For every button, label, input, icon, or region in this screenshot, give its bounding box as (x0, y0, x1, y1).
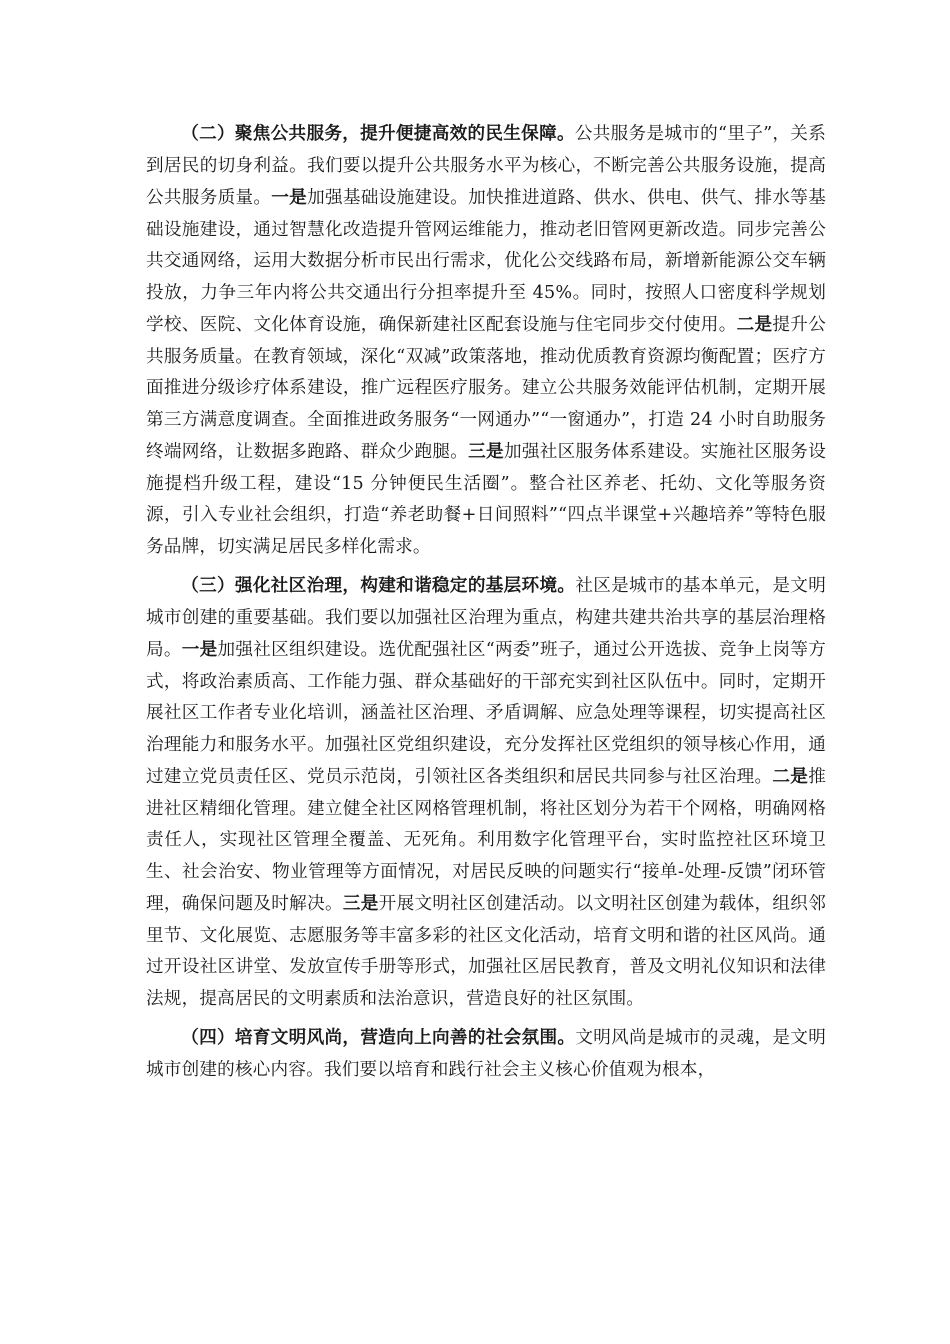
text-run: 社区是城市的基本单元，是文明城市创建的重要基础。我们要以加强社区治理为重点，构建共建共治共享的基层治理格局。 (146, 576, 826, 660)
point-marker: 一是 (181, 639, 218, 660)
section-heading: （二）聚焦公共服务，提升便捷高效的民生保障。 (181, 123, 575, 144)
text-run: 加强社区服务体系建设。实施社区服务设施提档升级工程，建设“15 分钟便民生活圈”。整合社区养老、托幼、文化等服务资源，引入专业社会组织，打造“养老助餐+日间照料”“四点半课堂+兴趣培养”等特色服务品牌，切实满足居民多样化需求。 (146, 442, 826, 557)
point-marker: 三是 (342, 893, 379, 914)
text-run: 文明风尚是城市的灵魂，是文明城市创建的核心内容。我们要以培育和践行社会主义核心价值观为根本， (146, 1028, 826, 1080)
text-run: 推进社区精细化管理。建立健全社区网格管理机制，将社区划分为若干个网格，明确网格责任人，实现社区管理全覆盖、无死角。利用数字化管理平台，实时监控社区环境卫生、社会治安、物业管理等方面情况，对居民反映的问题实行“接单-处理-反馈”闭环管理，确保问题及时解决。 (146, 767, 826, 914)
text-run: 公共服务是城市的“里子”，关系到居民的切身利益。我们要以提升公共服务水平为核心，不断完善公共服务设施，提高公共服务质量。 (146, 124, 826, 208)
text-run: 加强基础设施建设。加快推进道路、供水、供电、供气、排水等基础设施建设，通过智慧化改造提升管网运维能力，推动老旧管网更新改造。同步完善公共交通网络，运用大数据分析市民出行需求，优化公交线路布局，新增新能源公交车辆投放，力争三年内将公共交通出行分担率提升至 45%。同时，按照人口密度科学规划学校、医院、文化体育设施，确保新建社区配套设施与住宅同步交付使用。 (146, 188, 826, 335)
section-heading: （四）培育文明风尚，营造向上向善的社会氛围。 (181, 1027, 576, 1048)
section-heading: （三）强化社区治理，构建和谐稳定的基层环境。 (181, 575, 576, 596)
point-marker: 二是 (736, 314, 773, 335)
paragraph-civilized-customs (146, 1022, 826, 1086)
paragraph-community-governance (146, 570, 826, 1015)
point-marker: 三是 (468, 441, 504, 462)
text-run: 开展文明社区创建活动。以文明社区创建为载体，组织邻里节、文化展览、志愿服务等丰富多彩的社区文化活动，培育文明和谐的社区风尚。通过开设社区讲堂、发放宣传手册等形式，加强社区居民教育，普及文明礼仪知识和法律法规，提高居民的文明素质和法治意识，营造良好的社区氛围。 (146, 894, 826, 1009)
document-page (146, 118, 826, 1093)
point-marker: 一是 (271, 187, 308, 208)
point-marker: 二是 (772, 766, 809, 787)
text-run: 加强社区组织建设。选优配强社区“两委”班子，通过公开选拔、竞争上岗等方式，将政治素质高、工作能力强、群众基础好的干部充实到社区队伍中。同时，定期开展社区工作者专业化培训，涵盖社区治理、矛盾调解、应急处理等课程，切实提高社区治理能力和服务水平。加强社区党组织建设，充分发挥社区党组织的领导核心作用，通过建立党员责任区、党员示范岗，引领社区各类组织和居民共同参与社区治理。 (146, 640, 826, 787)
paragraph-public-services (146, 118, 826, 563)
text-run: 提升公共服务质量。在教育领域，深化“双减”政策落地，推动优质教育资源均衡配置；医疗方面推进分级诊疗体系建设，推广远程医疗服务。建立公共服务效能评估机制，定期开展第三方满意度调查。全面推进政务服务“一网通办”“一窗通办”，打造 24 小时自助服务终端网络，让数据多跑路、群众少跑腿。 (146, 315, 826, 462)
